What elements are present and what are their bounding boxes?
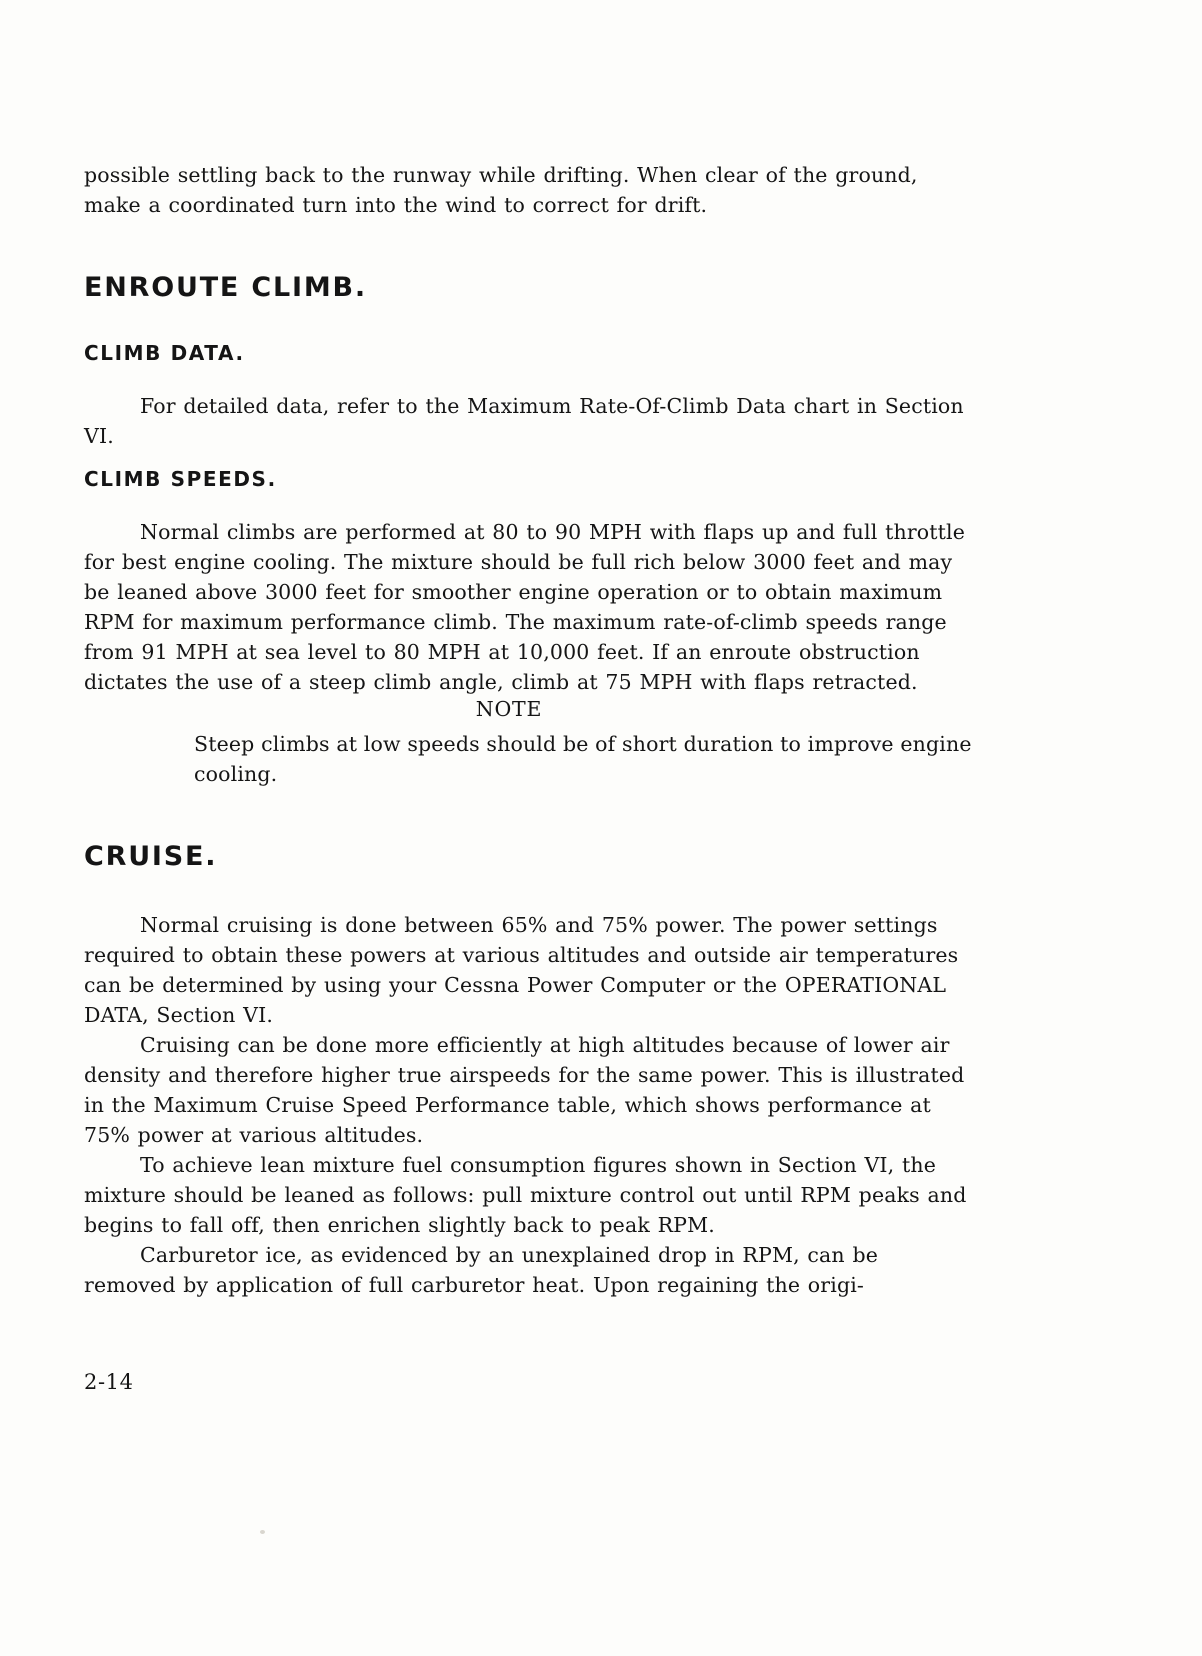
- paragraph-cruise-2: Cruising can be done more efficiently at high altitudes because of lower air density and therefore higher true airspeeds for the same power. This is illustrated in the Maximum Cruise Speed Performance table, which shows performance at 75% power at various altitudes.: [84, 1033, 965, 1147]
- paper-speck: [260, 1530, 265, 1534]
- spacer: [84, 220, 974, 272]
- heading-climb-speeds: CLIMB SPEEDS.: [84, 467, 277, 491]
- spacer: [84, 872, 974, 910]
- spacer: [84, 491, 974, 517]
- paragraph-cruise-1: Normal cruising is done between 65% and 75% power. The power settings required to obtain these powers at various altitudes and outside air temperatures can be determined by using your Cessna Power Computer or the OPERATIONAL DATA, Section VI.: [84, 913, 959, 1027]
- paragraph-cruise-3: To achieve lean mixture fuel consumption figures shown in Section VI, the mixture should be leaned as follows: pull mixture control out until RPM peaks and begins to fall off, then enrichen slightly back to peak RPM.: [84, 1153, 967, 1237]
- spacer: [84, 303, 974, 341]
- note-text: Steep climbs at low speeds should be of short duration to improve engine cooling.: [194, 732, 972, 786]
- heading-cruise: CRUISE.: [84, 841, 218, 872]
- page-number: 2-14: [84, 1370, 134, 1394]
- spacer: [84, 789, 974, 841]
- note-label: NOTE: [475, 697, 543, 721]
- paragraph-cruise-4: Carburetor ice, as evidenced by an unexplained drop in RPM, can be removed by application of full carburetor heat. Upon regaining the origi-: [84, 1243, 878, 1297]
- heading-climb-data: CLIMB DATA.: [84, 341, 245, 365]
- page-content: [84, 160, 974, 1300]
- spacer: [84, 365, 974, 391]
- paragraph-climb-speeds: Normal climbs are performed at 80 to 90 MPH with flaps up and full throttle for best engine cooling. The mixture should be full rich below 3000 feet and may be leaned above 3000 feet for smoother engine operation or to obtain maximum RPM for maximum performance climb. The maximum rate-of-climb speeds range from 91 MPH at sea level to 80 MPH at 10,000 feet. If an enroute obstruction dictates the use of a steep climb angle, climb at 75 MPH with flaps retracted.: [84, 520, 966, 694]
- paragraph-climb-data: For detailed data, refer to the Maximum Rate-Of-Climb Data chart in Section VI.: [84, 394, 964, 448]
- spacer: [84, 451, 974, 467]
- intro-paragraph: possible settling back to the runway while drifting. When clear of the ground, make a coordinated turn into the wind to correct for drift.: [84, 163, 918, 217]
- heading-enroute-climb: ENROUTE CLIMB.: [84, 272, 367, 303]
